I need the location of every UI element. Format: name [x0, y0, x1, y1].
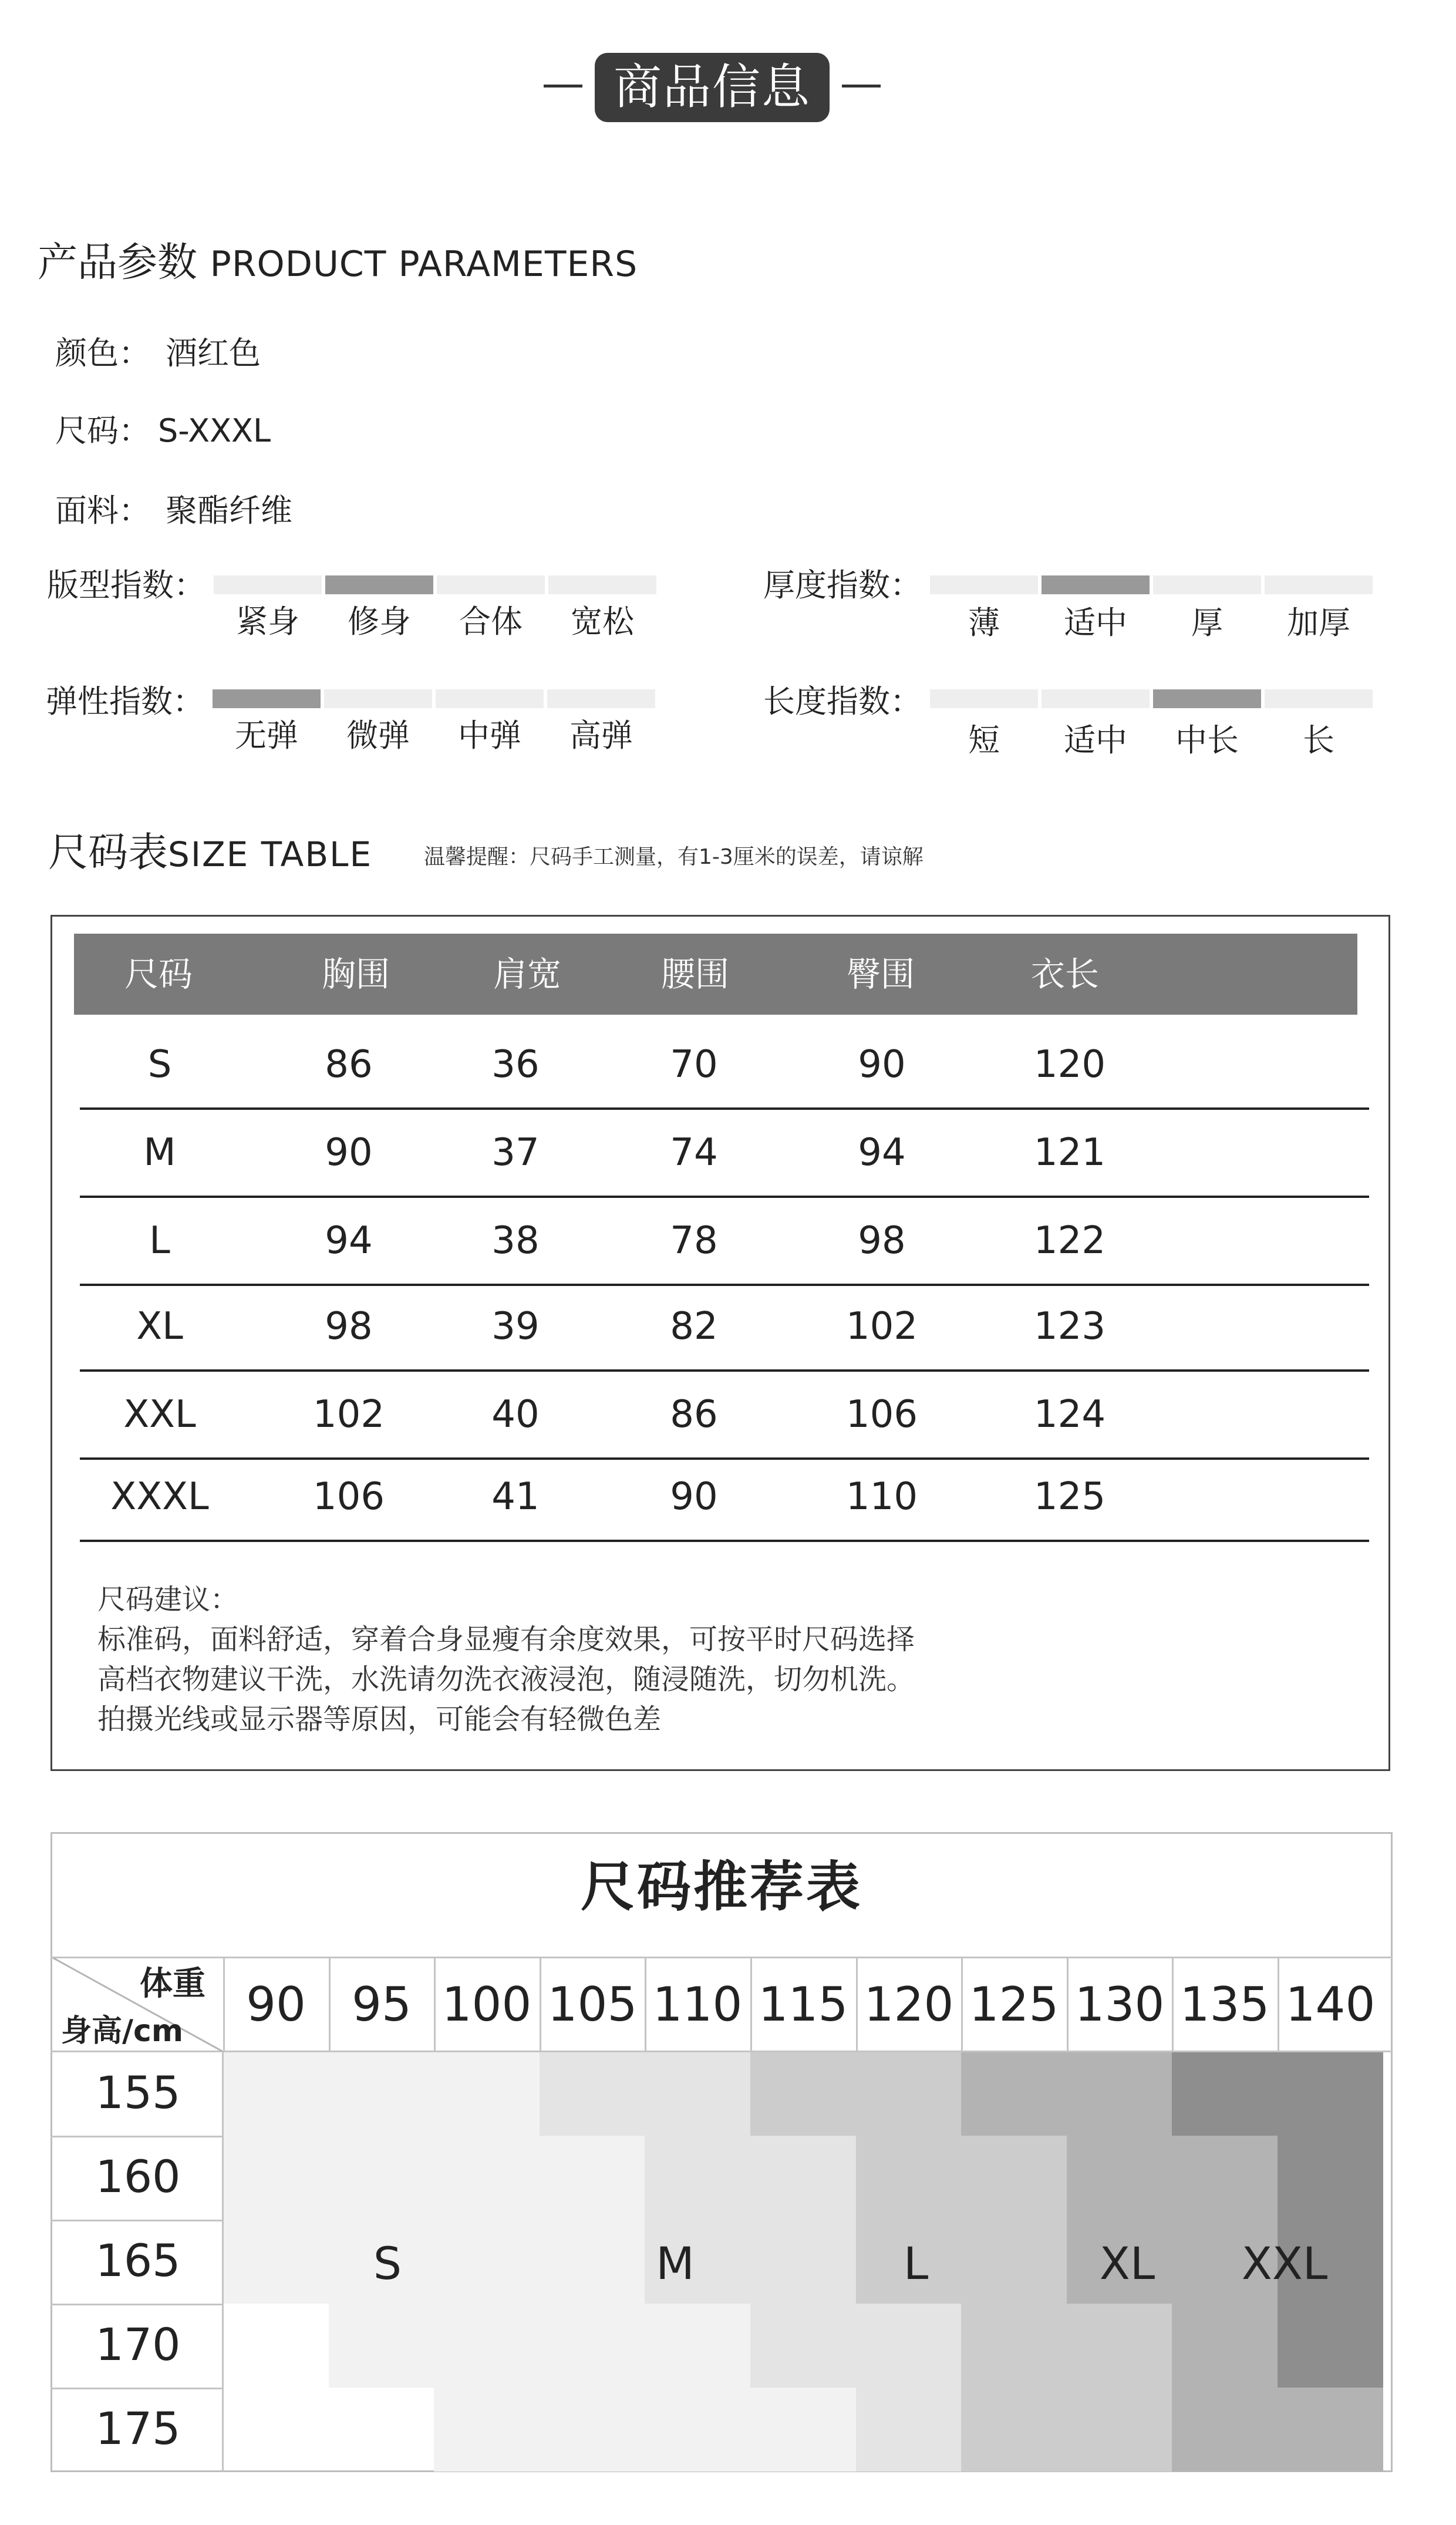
advice-line: 拍摄光线或显示器等原因，可能会有轻微色差: [97, 1703, 662, 1736]
thickness-option: 适中: [1064, 604, 1127, 641]
length-bar-segment: [1042, 689, 1150, 708]
length-index-bar: [930, 689, 1373, 708]
thickness-bar-segment: [1265, 575, 1373, 594]
zone-l: [750, 2052, 961, 2136]
advice-line: 高档衣物建议干洗，水洗请勿洗衣液浸泡，随浸随洗，切勿机洗。: [97, 1663, 915, 1696]
params-title-en: PRODUCT PARAMETERS: [210, 244, 638, 285]
attr-color-label: 颜色：: [55, 335, 150, 372]
attr-color: [55, 331, 261, 376]
table-cell: 125: [1033, 1475, 1106, 1519]
table-cell: S: [147, 1043, 172, 1086]
recommend-title: 尺码推荐表: [580, 1856, 862, 1918]
zone-s: [329, 2304, 750, 2388]
column-header: 臀围: [846, 954, 915, 994]
elasticity-bar-segment: [547, 689, 655, 708]
table-cell: L: [149, 1219, 170, 1262]
zone-l: [961, 2388, 1172, 2472]
zone-m: [645, 2136, 856, 2220]
table-cell: 38: [491, 1219, 540, 1262]
zone-m: [540, 2052, 750, 2136]
table-cell: 102: [312, 1393, 385, 1436]
fit-bar-segment: [437, 575, 545, 594]
table-cell: 39: [491, 1305, 540, 1348]
height-axis-label: 身高/cm: [61, 2014, 184, 2049]
table-cell: 82: [670, 1305, 718, 1348]
thickness-option: 加厚: [1287, 604, 1350, 641]
thickness-bar-segment: [1042, 575, 1150, 594]
table-cell: XXL: [123, 1393, 196, 1436]
weight-axis-label: 体重: [140, 1965, 205, 2003]
table-cell: 74: [670, 1131, 718, 1174]
attr-size-label: 尺码：: [55, 412, 150, 449]
elasticity-bar-segment: [324, 689, 432, 708]
weight-header: 135: [1179, 1977, 1270, 2032]
thickness-option: 薄: [968, 604, 1000, 641]
table-cell: 110: [845, 1475, 918, 1519]
attr-size: [55, 409, 271, 453]
weight-header: 125: [969, 1977, 1059, 2032]
weight-header: 110: [652, 1977, 743, 2032]
size-table-title-cn: 尺码表: [48, 830, 168, 876]
fit-option: 合体: [459, 603, 523, 640]
zone-xl: [1067, 2136, 1278, 2220]
height-header: 155: [95, 2066, 181, 2119]
table-row: [80, 1372, 1369, 1460]
elasticity-index-options: [213, 715, 655, 756]
zone-xxl: [1172, 2052, 1383, 2136]
table-cell: 94: [325, 1219, 373, 1262]
thickness-index-label: 厚度指数：: [763, 567, 922, 604]
attr-size-value: S-XXXL: [158, 412, 271, 449]
table-cell: 86: [670, 1393, 718, 1436]
table-row: [80, 1284, 1369, 1372]
thickness-bar-segment: [930, 575, 1038, 594]
header-line-right: [842, 85, 881, 87]
size-table-title-en: SIZE TABLE: [168, 834, 373, 874]
zone-m: [856, 2388, 961, 2472]
size-table-header: [74, 934, 1357, 1015]
weight-header: 95: [352, 1977, 412, 2032]
table-cell: 124: [1033, 1393, 1106, 1436]
length-option: 长: [1303, 722, 1334, 759]
size-label: M: [656, 2237, 695, 2290]
fit-option: 紧身: [236, 603, 299, 640]
table-cell: 78: [670, 1219, 718, 1262]
fit-option: 宽松: [571, 603, 634, 640]
size-label: XXL: [1241, 2237, 1328, 2290]
table-cell: 106: [845, 1393, 918, 1436]
table-cell: 98: [325, 1305, 373, 1348]
elasticity-index-bar: [213, 689, 655, 708]
table-cell: M: [143, 1131, 176, 1174]
elasticity-option: 中弹: [458, 717, 521, 754]
length-option: 短: [968, 722, 1000, 759]
zone-s: [223, 2052, 540, 2136]
table-cell: 122: [1033, 1219, 1106, 1262]
elasticity-index-label: 弹性指数：: [46, 683, 204, 720]
zone-xl: [1172, 2388, 1383, 2472]
zone-l: [856, 2136, 1067, 2220]
advice-line: 标准码，面料舒适，穿着合身显瘦有余度效果，可按平时尺码选择: [97, 1623, 915, 1656]
length-bar-segment: [1153, 689, 1261, 708]
size-label: XL: [1099, 2237, 1155, 2290]
table-row: [80, 1198, 1369, 1286]
table-cell: 90: [858, 1043, 906, 1086]
table-cell: 70: [670, 1043, 718, 1086]
size-label: L: [903, 2237, 929, 2290]
thickness-index-bar: [930, 575, 1373, 594]
height-header: 160: [95, 2150, 181, 2203]
size-label: S: [373, 2237, 402, 2290]
row-divider: [80, 1540, 1369, 1542]
fit-bar-segment: [325, 575, 433, 594]
table-cell: XL: [136, 1305, 183, 1348]
length-index-label: 长度指数：: [763, 683, 922, 720]
table-row: [80, 1454, 1369, 1542]
zone-xl: [1172, 2304, 1278, 2388]
column-header: 肩宽: [493, 954, 561, 994]
size-table-note: 温馨提醒：尺码手工测量，有1-3厘米的误差，请谅解: [424, 845, 924, 869]
advice-title: 尺码建议：: [97, 1583, 239, 1616]
table-cell: 98: [858, 1219, 906, 1262]
table-cell: 90: [325, 1131, 373, 1174]
size-table-title: [48, 825, 372, 883]
zone-l: [961, 2304, 1172, 2388]
table-row: [80, 1022, 1369, 1110]
table-cell: 121: [1033, 1131, 1106, 1174]
weight-header: 90: [246, 1977, 306, 2032]
zone-xl: [961, 2052, 1172, 2136]
column-header: 胸围: [321, 954, 390, 994]
column-header: 尺码: [124, 954, 193, 994]
weight-header: 140: [1285, 1977, 1376, 2032]
params-title: [38, 235, 638, 292]
thickness-bar-segment: [1153, 575, 1261, 594]
table-cell: 40: [491, 1393, 540, 1436]
zone-s: [223, 2136, 645, 2220]
attr-fabric: [55, 489, 292, 533]
length-bar-segment: [930, 689, 1038, 708]
table-cell: 90: [670, 1475, 718, 1519]
thickness-index-options: [930, 602, 1373, 644]
attr-fabric-label: 面料：: [55, 492, 150, 529]
fit-index-bar: [214, 575, 656, 594]
weight-header: 100: [441, 1977, 532, 2032]
table-row: [80, 1110, 1369, 1198]
table-cell: 106: [312, 1475, 385, 1519]
table-cell: 36: [491, 1043, 540, 1086]
length-option: 适中: [1064, 722, 1127, 759]
elasticity-option: 微弹: [346, 717, 410, 754]
elasticity-option: 高弹: [569, 717, 633, 754]
header-line-left: [544, 85, 582, 87]
thickness-option: 厚: [1191, 604, 1223, 641]
page-title: 商品信息: [595, 53, 830, 122]
zone-s: [434, 2388, 856, 2472]
params-title-cn: 产品参数: [38, 240, 198, 286]
fit-index-label: 版型指数：: [47, 567, 205, 604]
weight-header: 115: [758, 1977, 848, 2032]
height-header: 170: [95, 2318, 181, 2371]
table-cell: XXXL: [110, 1475, 209, 1519]
zone-xxl: [1278, 2304, 1383, 2388]
table-cell: 94: [858, 1131, 906, 1174]
length-option: 中长: [1175, 722, 1239, 759]
fit-option: 修身: [348, 603, 411, 640]
length-bar-segment: [1265, 689, 1373, 708]
fit-index-options: [214, 601, 656, 642]
length-index-options: [930, 720, 1373, 761]
weight-header: 130: [1074, 1977, 1165, 2032]
column-header: 衣长: [1030, 954, 1099, 994]
weight-header: 120: [864, 1977, 954, 2032]
table-cell: 41: [491, 1475, 540, 1519]
height-header: 175: [95, 2402, 181, 2455]
elasticity-bar-segment: [436, 689, 544, 708]
table-cell: 123: [1033, 1305, 1106, 1348]
zone-xxl: [1278, 2136, 1383, 2220]
table-cell: 86: [325, 1043, 373, 1086]
table-cell: 37: [491, 1131, 540, 1174]
fit-bar-segment: [214, 575, 322, 594]
elasticity-option: 无弹: [235, 717, 298, 754]
table-cell: 102: [845, 1305, 918, 1348]
zone-m: [750, 2304, 961, 2388]
attr-fabric-value: 聚酯纤维: [166, 492, 292, 529]
fit-bar-segment: [548, 575, 656, 594]
weight-header: 105: [547, 1977, 638, 2032]
height-header: 165: [95, 2234, 181, 2287]
column-header: 腰围: [660, 954, 729, 994]
table-cell: 120: [1033, 1043, 1106, 1086]
elasticity-bar-segment: [213, 689, 321, 708]
attr-color-value: 酒红色: [166, 335, 261, 372]
